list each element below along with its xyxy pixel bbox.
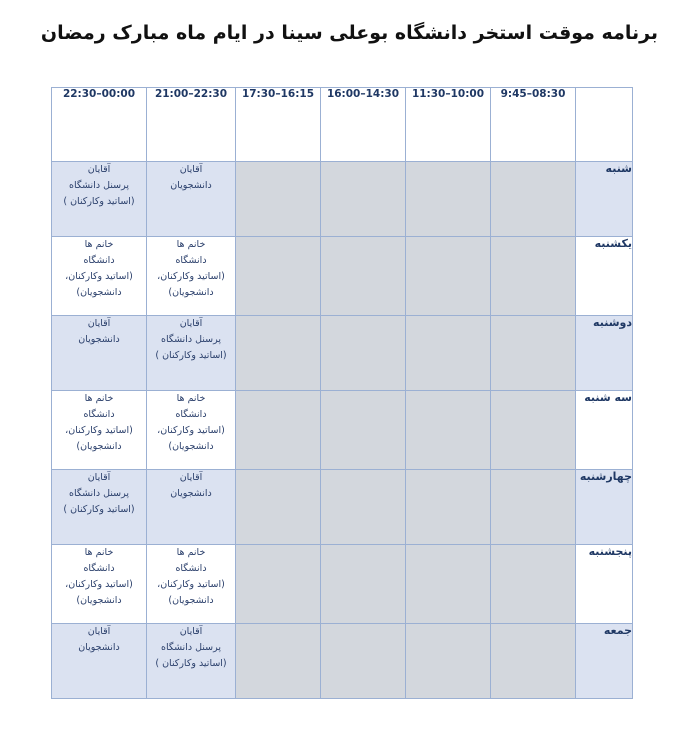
empty-slot-cell bbox=[406, 624, 491, 699]
empty-slot-cell bbox=[321, 162, 406, 237]
session-line: دانشجویان) bbox=[76, 441, 122, 452]
empty-slot-cell bbox=[321, 624, 406, 699]
session-line: آقایان bbox=[87, 626, 111, 637]
day-row bbox=[52, 237, 633, 316]
session-line: خانم ها bbox=[84, 393, 114, 404]
empty-slot-cell bbox=[321, 470, 406, 545]
session-cell bbox=[52, 237, 147, 316]
session-line: دانشجویان bbox=[170, 180, 212, 191]
empty-slot-cell bbox=[406, 470, 491, 545]
session-line: دانشجویان bbox=[78, 642, 120, 653]
day-label: چهارشنبه bbox=[576, 470, 633, 545]
session-line: پرسنل دانشگاه bbox=[68, 488, 130, 499]
session-line: (اساتید وکارکنان ) bbox=[155, 658, 227, 669]
session-line: آقایان bbox=[87, 164, 111, 175]
session-cell bbox=[147, 237, 236, 316]
empty-slot-cell bbox=[491, 545, 576, 624]
session-line: دانشجویان bbox=[78, 334, 120, 345]
session-line: دانشگاه bbox=[175, 255, 207, 266]
session-line: (اساتید وکارکنان، bbox=[157, 425, 225, 436]
session-line: پرسنل دانشگاه bbox=[160, 642, 222, 653]
session-line: دانشگاه bbox=[175, 409, 207, 420]
session-line: آقایان bbox=[179, 626, 203, 637]
session-line: (اساتید وکارکنان، bbox=[157, 579, 225, 590]
time-slot-header: 11:30–10:00 bbox=[406, 88, 491, 162]
day-label: پنجشنبه bbox=[576, 545, 633, 624]
day-row bbox=[52, 545, 633, 624]
session-line: (اساتید وکارکنان ) bbox=[63, 504, 135, 515]
session-line: (اساتید وکارکنان، bbox=[65, 579, 133, 590]
empty-slot-cell bbox=[236, 237, 321, 316]
session-cell bbox=[52, 162, 147, 237]
empty-slot-cell bbox=[491, 162, 576, 237]
session-line: خانم ها bbox=[84, 239, 114, 250]
empty-slot-cell bbox=[491, 316, 576, 391]
session-line: (اساتید وکارکنان، bbox=[65, 425, 133, 436]
day-label: دوشنبه bbox=[576, 316, 633, 391]
session-line: آقایان bbox=[87, 472, 111, 483]
empty-slot-cell bbox=[236, 624, 321, 699]
empty-slot-cell bbox=[236, 470, 321, 545]
session-line: دانشگاه bbox=[83, 563, 115, 574]
session-line: (اساتید وکارکنان ) bbox=[155, 350, 227, 361]
day-row bbox=[52, 624, 633, 699]
empty-slot-cell bbox=[491, 237, 576, 316]
session-line: پرسنل دانشگاه bbox=[160, 334, 222, 345]
session-line: دانشگاه bbox=[83, 255, 115, 266]
session-line: دانشجویان) bbox=[76, 287, 122, 298]
session-line: خانم ها bbox=[176, 393, 206, 404]
session-line: پرسنل دانشگاه bbox=[68, 180, 130, 191]
session-line: دانشجویان) bbox=[168, 595, 214, 606]
day-label: سه شنبه bbox=[576, 391, 633, 470]
session-line: خانم ها bbox=[176, 547, 206, 558]
session-line: (اساتید وکارکنان ) bbox=[63, 196, 135, 207]
time-slot-header: 17:30–16:15 bbox=[236, 88, 321, 162]
session-cell bbox=[147, 470, 236, 545]
page-title: برنامه موقت استخر دانشگاه بوعلی سینا در ایام ماه مبارک رمضان bbox=[40, 22, 659, 44]
session-line: دانشجویان) bbox=[76, 595, 122, 606]
session-cell bbox=[52, 316, 147, 391]
empty-slot-cell bbox=[491, 624, 576, 699]
empty-slot-cell bbox=[321, 316, 406, 391]
session-cell bbox=[52, 545, 147, 624]
empty-slot-cell bbox=[406, 316, 491, 391]
time-slot-header: 16:00–14:30 bbox=[321, 88, 406, 162]
empty-slot-cell bbox=[236, 545, 321, 624]
header-row bbox=[52, 88, 633, 162]
day-row bbox=[52, 316, 633, 391]
session-line: آقایان bbox=[87, 318, 111, 329]
empty-slot-cell bbox=[236, 316, 321, 391]
session-cell bbox=[52, 391, 147, 470]
empty-slot-cell bbox=[321, 545, 406, 624]
empty-slot-cell bbox=[321, 237, 406, 316]
day-label: جمعه bbox=[576, 624, 633, 699]
session-cell bbox=[147, 391, 236, 470]
session-cell bbox=[147, 162, 236, 237]
empty-slot-cell bbox=[236, 391, 321, 470]
session-cell bbox=[147, 624, 236, 699]
session-line: دانشگاه bbox=[83, 409, 115, 420]
schedule-table bbox=[51, 87, 633, 699]
empty-slot-cell bbox=[491, 470, 576, 545]
session-cell bbox=[52, 624, 147, 699]
time-slot-header: 22:30–00:00 bbox=[52, 88, 147, 162]
day-row bbox=[52, 162, 633, 237]
day-row bbox=[52, 470, 633, 545]
session-line: دانشگاه bbox=[175, 563, 207, 574]
session-line: آقایان bbox=[179, 164, 203, 175]
empty-slot-cell bbox=[321, 391, 406, 470]
empty-slot-cell bbox=[406, 162, 491, 237]
empty-slot-cell bbox=[236, 162, 321, 237]
session-line: دانشجویان) bbox=[168, 287, 214, 298]
session-line: خانم ها bbox=[84, 547, 114, 558]
session-cell bbox=[147, 316, 236, 391]
session-line: (اساتید وکارکنان، bbox=[65, 271, 133, 282]
empty-slot-cell bbox=[406, 391, 491, 470]
session-line: دانشجویان bbox=[170, 488, 212, 499]
session-line: آقایان bbox=[179, 318, 203, 329]
empty-slot-cell bbox=[491, 391, 576, 470]
day-label: یکشنبه bbox=[576, 237, 633, 316]
session-line: خانم ها bbox=[176, 239, 206, 250]
session-line: آقایان bbox=[179, 472, 203, 483]
empty-slot-cell bbox=[406, 545, 491, 624]
session-line: (اساتید وکارکنان، bbox=[157, 271, 225, 282]
corner-cell bbox=[576, 88, 633, 162]
day-label: شنبه bbox=[576, 162, 633, 237]
day-row bbox=[52, 391, 633, 470]
time-slot-header: 21:00–22:30 bbox=[147, 88, 236, 162]
time-slot-header: 9:45–08:30 bbox=[491, 88, 576, 162]
session-line: دانشجویان) bbox=[168, 441, 214, 452]
empty-slot-cell bbox=[406, 237, 491, 316]
session-cell bbox=[52, 470, 147, 545]
session-cell bbox=[147, 545, 236, 624]
